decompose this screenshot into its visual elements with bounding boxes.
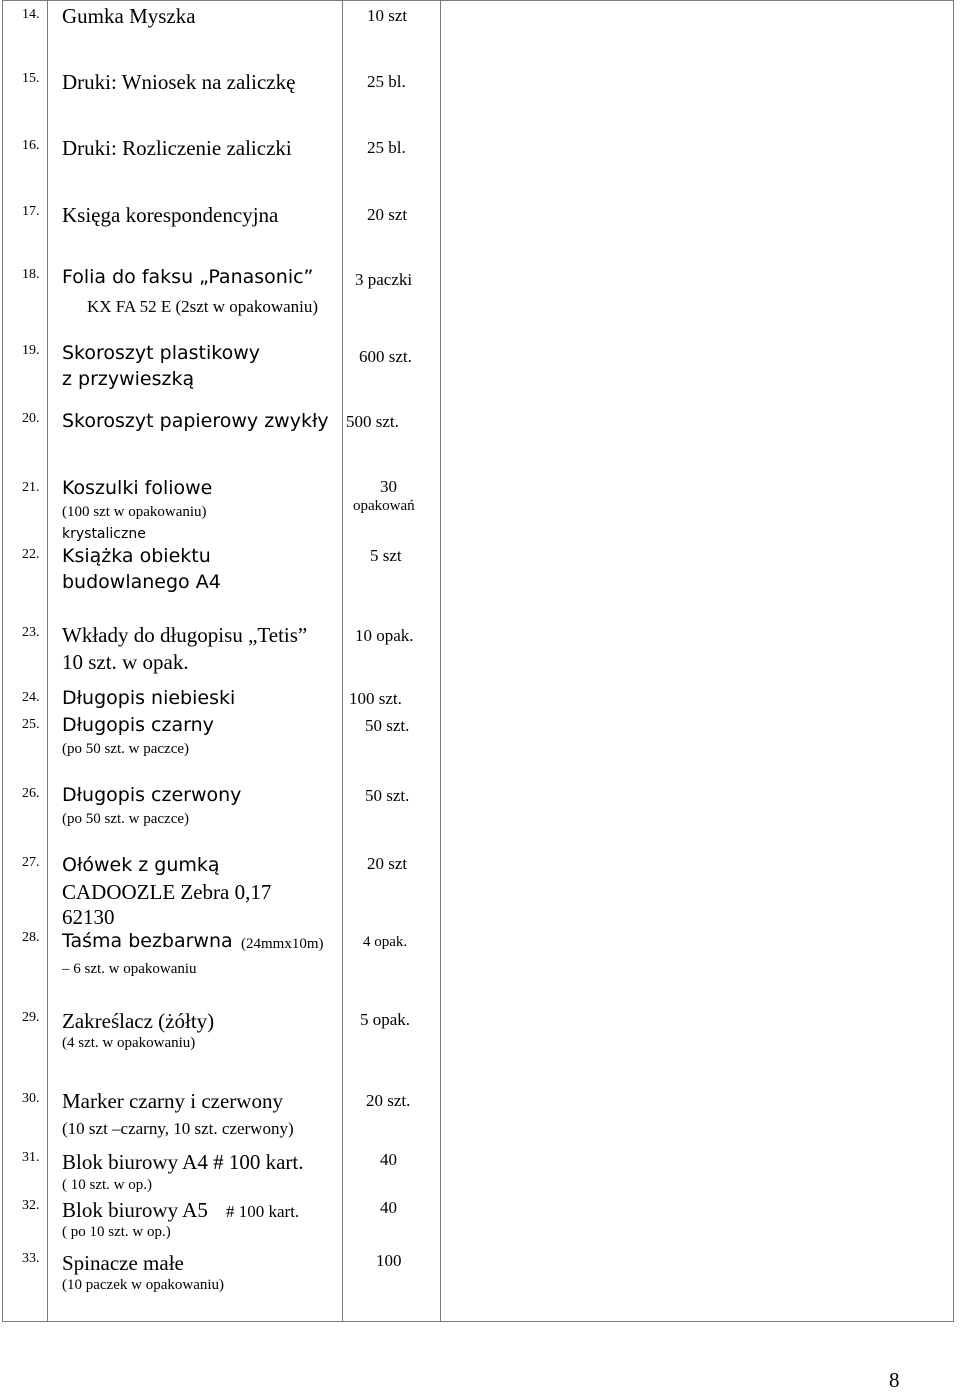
row-number: 18. [22,267,40,282]
item-name: Spinacze małe [62,1251,184,1275]
item-quantity: 10 szt [367,6,408,25]
item-detail: KX FA 52 E (2szt w opakowaniu) [87,297,319,316]
column-divider-quantity [440,0,441,1322]
row-number: 23. [22,625,40,640]
row-number: 19. [22,343,40,358]
item-quantity: 30 [380,477,397,496]
page-number: 8 [889,1368,900,1392]
item-name: Wkłady do długopisu „Tetis” [62,623,308,647]
item-quantity: 100 [376,1251,402,1270]
row-number: 30. [22,1091,40,1106]
item-quantity: 20 szt [367,854,408,873]
item-detail: ( 10 szt. w op.) [62,1177,152,1193]
item-quantity: 5 opak. [360,1010,411,1029]
row-number: 29. [22,1010,40,1025]
row-number: 14. [22,7,40,22]
item-detail: – 6 szt. w opakowaniu [62,961,197,977]
item-quantity: 5 szt [370,546,402,565]
item-detail: krystaliczne [62,526,146,542]
row-number: 31. [22,1150,40,1165]
row-number: 32. [22,1198,40,1213]
item-detail: CADOOZLE Zebra 0,17 [62,880,272,904]
item-name: Koszulki foliowe [62,477,213,499]
item-quantity: 600 szt. [359,347,412,366]
item-name: Druki: Rozliczenie zaliczki [62,136,292,160]
item-quantity: 4 opak. [363,934,408,950]
item-detail: (10 paczek w opakowaniu) [62,1277,225,1293]
item-name: Druki: Wniosek na zaliczkę [62,70,296,94]
item-name: Długopis czarny [62,714,214,736]
item-detail: budowlanego A4 [62,571,221,593]
item-name: Marker czarny i czerwony [62,1089,283,1113]
item-quantity-unit: opakowań [353,498,415,514]
item-quantity: 3 paczki [355,270,413,289]
item-quantity: 25 bl. [367,138,406,157]
item-name: Blok biurowy A4 # 100 kart. [62,1150,304,1174]
item-quantity: 50 szt. [365,786,410,805]
item-name: Ołówek z gumką [62,854,220,876]
item-name: Skoroszyt papierowy zwykły [62,410,329,432]
item-name: Blok biurowy A5 [62,1198,208,1222]
item-name-extra: (24mmx10m) [241,936,324,952]
row-number: 28. [22,930,40,945]
row-number: 27. [22,855,40,870]
row-number: 24. [22,690,40,705]
item-quantity: 20 szt. [366,1091,411,1110]
item-name: Księga korespondencyjna [62,203,279,227]
row-number: 20. [22,411,40,426]
item-detail: (100 szt w opakowaniu) [62,504,207,520]
item-detail: (10 szt –czarny, 10 szt. czerwony) [62,1119,294,1138]
row-number: 25. [22,717,40,732]
item-quantity: 20 szt [367,205,408,224]
item-quantity: 10 opak. [355,626,414,645]
item-detail: z przywieszką [62,368,195,390]
item-name: Książka obiektu [62,545,211,567]
row-number: 21. [22,480,40,495]
row-number: 22. [22,547,40,562]
item-quantity: 40 [380,1150,397,1169]
row-number: 17. [22,204,40,219]
row-number: 33. [22,1251,40,1266]
item-name: Skoroszyt plastikowy [62,342,260,364]
item-name-extra: # 100 kart. [226,1202,300,1221]
item-detail: (po 50 szt. w paczce) [62,741,190,757]
row-number: 16. [22,138,40,153]
item-detail: (4 szt. w opakowaniu) [62,1035,196,1051]
row-number: 26. [22,786,40,801]
item-name: Zakreślacz (żółty) [62,1009,215,1033]
item-quantity: 50 szt. [365,716,410,735]
column-divider-number [47,0,48,1322]
item-quantity: 25 bl. [367,72,406,91]
item-detail: ( po 10 szt. w op.) [62,1224,171,1240]
item-detail: 62130 [62,905,115,929]
row-number: 15. [22,71,40,86]
item-detail: 10 szt. w opak. [62,650,189,674]
item-name: Długopis czerwony [62,784,242,806]
item-name: Folia do faksu „Panasonic” [62,266,314,288]
item-name: Długopis niebieski [62,687,236,709]
item-detail: (po 50 szt. w paczce) [62,811,190,827]
item-name: Gumka Myszka [62,4,196,28]
item-quantity: 100 szt. [349,689,402,708]
column-divider-name [342,0,343,1322]
item-quantity: 500 szt. [346,412,399,431]
item-quantity: 40 [380,1198,397,1217]
item-name: Taśma bezbarwna [62,930,233,952]
